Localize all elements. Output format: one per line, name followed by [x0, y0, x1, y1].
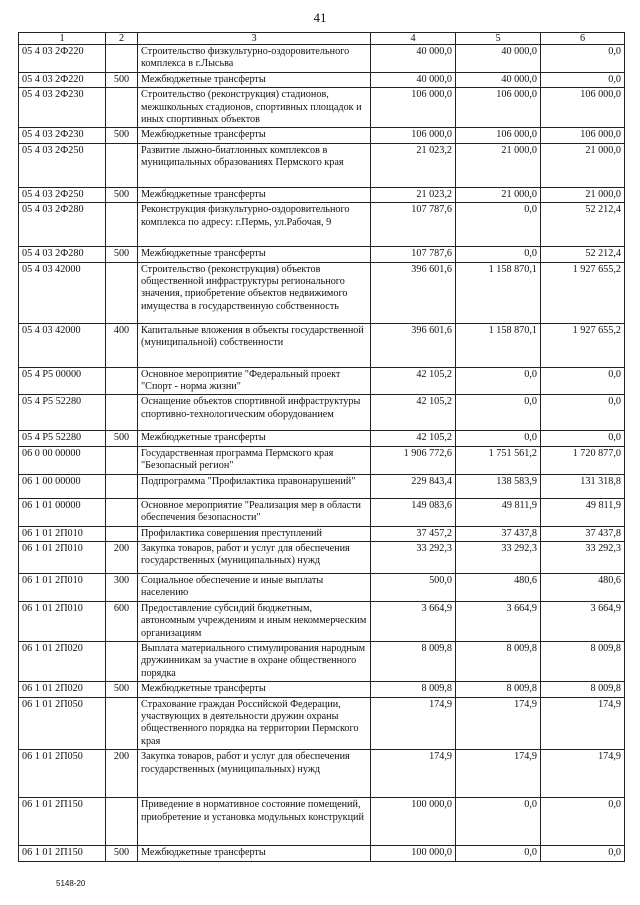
page-number: 41 [313, 10, 327, 25]
row-expense-type: 500 [106, 72, 138, 87]
row-value-col6: 52 212,4 [541, 247, 625, 262]
row-value-col5: 40 000,0 [456, 45, 541, 73]
row-expense-type: 500 [106, 846, 138, 861]
row-value-col6: 37 437,8 [541, 526, 625, 541]
row-value-col5: 174,9 [456, 750, 541, 798]
row-value-col5: 1 158 870,1 [456, 262, 541, 323]
table-row [19, 446, 625, 474]
row-name: Межбюджетные трансферты [138, 187, 371, 202]
row-value-col5: 0,0 [456, 431, 541, 446]
row-code: 05 4 03 2Ф230 [19, 88, 106, 128]
row-value-col6: 0,0 [541, 72, 625, 87]
row-value-col4: 42 105,2 [371, 395, 456, 431]
row-name: Социальное обеспечение и иные выплаты населению [138, 573, 371, 601]
row-code: 06 1 01 2П020 [19, 641, 106, 681]
row-value-col4: 42 105,2 [371, 431, 456, 446]
row-value-col4: 149 083,6 [371, 498, 456, 526]
row-value-col4: 174,9 [371, 697, 456, 750]
row-name: Государственная программа Пермского края "Безопасный регион" [138, 446, 371, 474]
row-value-col5: 174,9 [456, 697, 541, 750]
row-value-col5: 49 811,9 [456, 498, 541, 526]
row-expense-type: 300 [106, 573, 138, 601]
row-value-col5: 37 437,8 [456, 526, 541, 541]
row-value-col5: 8 009,8 [456, 641, 541, 681]
row-value-col5: 0,0 [456, 846, 541, 861]
row-value-col4: 107 787,6 [371, 247, 456, 262]
row-value-col6: 0,0 [541, 798, 625, 846]
row-expense-type: 500 [106, 187, 138, 202]
row-value-col4: 396 601,6 [371, 323, 456, 367]
row-value-col4: 107 787,6 [371, 203, 456, 247]
row-value-col6: 21 000,0 [541, 143, 625, 187]
row-value-col5: 1 751 561,2 [456, 446, 541, 474]
row-expense-type [106, 45, 138, 73]
row-name: Межбюджетные трансферты [138, 247, 371, 262]
table-row [19, 431, 625, 446]
row-expense-type [106, 88, 138, 128]
row-value-col4: 100 000,0 [371, 846, 456, 861]
row-name: Межбюджетные трансферты [138, 431, 371, 446]
row-expense-type [106, 498, 138, 526]
row-expense-type [106, 395, 138, 431]
row-expense-type: 500 [106, 682, 138, 697]
row-value-col6: 8 009,8 [541, 682, 625, 697]
row-code: 06 1 01 2П050 [19, 697, 106, 750]
column-header: 2 [106, 33, 138, 45]
row-value-col5: 33 292,3 [456, 541, 541, 573]
row-value-col6: 33 292,3 [541, 541, 625, 573]
table-row [19, 573, 625, 601]
row-value-col4: 1 906 772,6 [371, 446, 456, 474]
row-value-col5: 1 158 870,1 [456, 323, 541, 367]
row-value-col4: 40 000,0 [371, 72, 456, 87]
column-header: 5 [456, 33, 541, 45]
row-value-col6: 0,0 [541, 367, 625, 395]
row-name: Оснащение объектов спортивной инфраструктуры спортивно-технологическим оборудованием [138, 395, 371, 431]
row-value-col6: 131 318,8 [541, 474, 625, 498]
row-expense-type [106, 203, 138, 247]
row-value-col6: 174,9 [541, 750, 625, 798]
row-expense-type: 500 [106, 431, 138, 446]
row-value-col5: 3 664,9 [456, 601, 541, 641]
table-row [19, 72, 625, 87]
row-value-col4: 174,9 [371, 750, 456, 798]
table-row [19, 641, 625, 681]
table-header-row [19, 33, 625, 45]
row-name: Межбюджетные трансферты [138, 846, 371, 861]
row-value-col4: 8 009,8 [371, 641, 456, 681]
row-value-col5: 21 000,0 [456, 143, 541, 187]
row-name: Капитальные вложения в объекты государственной (муниципальной) собственности [138, 323, 371, 367]
row-value-col6: 0,0 [541, 431, 625, 446]
row-expense-type [106, 798, 138, 846]
row-name: Строительство физкультурно-оздоровительного комплекса в г.Лысьва [138, 45, 371, 73]
row-value-col6: 480,6 [541, 573, 625, 601]
row-name: Предоставление субсидий бюджетным, автономным учреждениям и иным некоммерческим организациям [138, 601, 371, 641]
row-value-col4: 500,0 [371, 573, 456, 601]
row-expense-type [106, 262, 138, 323]
row-value-col5: 0,0 [456, 395, 541, 431]
row-name: Профилактика совершения преступлений [138, 526, 371, 541]
row-name: Строительство (реконструкция) стадионов, межшкольных стадионов, спортивных площадок и иных спортивных объектов [138, 88, 371, 128]
row-code: 05 4 03 2Ф220 [19, 72, 106, 87]
row-code: 06 1 01 2П010 [19, 573, 106, 601]
table-row [19, 750, 625, 798]
row-expense-type: 200 [106, 541, 138, 573]
table-row [19, 143, 625, 187]
row-expense-type [106, 526, 138, 541]
row-value-col5: 138 583,9 [456, 474, 541, 498]
row-expense-type [106, 446, 138, 474]
row-value-col4: 106 000,0 [371, 128, 456, 143]
row-value-col4: 33 292,3 [371, 541, 456, 573]
row-value-col5: 0,0 [456, 203, 541, 247]
row-value-col5: 0,0 [456, 798, 541, 846]
table-row [19, 526, 625, 541]
row-value-col6: 1 927 655,2 [541, 323, 625, 367]
row-value-col5: 480,6 [456, 573, 541, 601]
row-value-col5: 21 000,0 [456, 187, 541, 202]
row-value-col5: 40 000,0 [456, 72, 541, 87]
row-value-col4: 42 105,2 [371, 367, 456, 395]
column-header: 6 [541, 33, 625, 45]
row-name: Реконструкция физкультурно-оздоровительного комплекса по адресу: г.Пермь, ул.Рабочая, 9 [138, 203, 371, 247]
table-row [19, 395, 625, 431]
row-code: 06 1 01 2П010 [19, 526, 106, 541]
row-name: Межбюджетные трансферты [138, 128, 371, 143]
row-name: Закупка товаров, работ и услуг для обеспечения государственных (муниципальных) нужд [138, 750, 371, 798]
row-value-col6: 21 000,0 [541, 187, 625, 202]
table-row [19, 697, 625, 750]
row-code: 06 1 01 2П020 [19, 682, 106, 697]
row-value-col5: 0,0 [456, 247, 541, 262]
row-code: 05 4 03 42000 [19, 262, 106, 323]
row-expense-type [106, 474, 138, 498]
row-code: 05 4 03 2Ф230 [19, 128, 106, 143]
footer-code: 5148-20 [56, 879, 86, 888]
row-code: 06 1 01 2П010 [19, 601, 106, 641]
table-row [19, 323, 625, 367]
row-code: 05 4 03 2Ф250 [19, 187, 106, 202]
row-code: 05 4 03 2Ф250 [19, 143, 106, 187]
row-value-col6: 1 720 877,0 [541, 446, 625, 474]
row-name: Межбюджетные трансферты [138, 72, 371, 87]
row-value-col5: 0,0 [456, 367, 541, 395]
row-value-col6: 1 927 655,2 [541, 262, 625, 323]
row-name: Подпрограмма "Профилактика правонарушений" [138, 474, 371, 498]
row-code: 05 4 Р5 52280 [19, 395, 106, 431]
row-value-col5: 106 000,0 [456, 88, 541, 128]
row-expense-type: 400 [106, 323, 138, 367]
table-row [19, 247, 625, 262]
row-name: Выплата материального стимулирования народным дружинникам за участие в охране общественного порядка [138, 641, 371, 681]
row-expense-type: 200 [106, 750, 138, 798]
row-value-col4: 40 000,0 [371, 45, 456, 73]
table-row [19, 367, 625, 395]
table-row [19, 203, 625, 247]
table-row [19, 798, 625, 846]
row-value-col4: 100 000,0 [371, 798, 456, 846]
column-header: 3 [138, 33, 371, 45]
table-row [19, 541, 625, 573]
row-value-col6: 0,0 [541, 846, 625, 861]
row-value-col4: 8 009,8 [371, 682, 456, 697]
row-value-col6: 3 664,9 [541, 601, 625, 641]
row-code: 06 1 01 2П010 [19, 541, 106, 573]
row-name: Основное мероприятие "Реализация мер в области обеспечения безопасности" [138, 498, 371, 526]
row-code: 06 1 01 2П150 [19, 846, 106, 861]
table-row [19, 128, 625, 143]
row-value-col6: 174,9 [541, 697, 625, 750]
row-expense-type [106, 641, 138, 681]
row-value-col6: 0,0 [541, 395, 625, 431]
row-value-col4: 229 843,4 [371, 474, 456, 498]
column-header: 1 [19, 33, 106, 45]
row-name: Закупка товаров, работ и услуг для обеспечения государственных (муниципальных) нужд [138, 541, 371, 573]
table-row [19, 88, 625, 128]
row-expense-type [106, 367, 138, 395]
table-row [19, 474, 625, 498]
row-code: 06 1 00 00000 [19, 474, 106, 498]
row-code: 05 4 03 2Ф220 [19, 45, 106, 73]
row-value-col5: 8 009,8 [456, 682, 541, 697]
row-expense-type: 600 [106, 601, 138, 641]
row-code: 06 1 01 2П150 [19, 798, 106, 846]
table-row [19, 601, 625, 641]
table-row [19, 262, 625, 323]
table-row [19, 846, 625, 861]
row-code: 06 1 01 2П050 [19, 750, 106, 798]
row-code: 05 4 03 2Ф280 [19, 203, 106, 247]
row-value-col4: 37 457,2 [371, 526, 456, 541]
table-row [19, 682, 625, 697]
row-value-col4: 3 664,9 [371, 601, 456, 641]
row-value-col6: 106 000,0 [541, 128, 625, 143]
row-value-col6: 49 811,9 [541, 498, 625, 526]
row-value-col5: 106 000,0 [456, 128, 541, 143]
row-value-col4: 21 023,2 [371, 143, 456, 187]
row-name: Страхование граждан Российской Федерации, участвующих в деятельности дружин охраны общественного порядка на территории Пермского края [138, 697, 371, 750]
row-expense-type [106, 143, 138, 187]
row-code: 05 4 03 2Ф280 [19, 247, 106, 262]
row-code: 06 0 00 00000 [19, 446, 106, 474]
row-name: Приведение в нормативное состояние помещений, приобретение и установка модульных конструкций [138, 798, 371, 846]
row-name: Развитие лыжно-биатлонных комплексов в муниципальных образованиях Пермского края [138, 143, 371, 187]
row-expense-type [106, 697, 138, 750]
row-code: 05 4 Р5 00000 [19, 367, 106, 395]
row-value-col6: 106 000,0 [541, 88, 625, 128]
row-value-col4: 396 601,6 [371, 262, 456, 323]
column-header: 4 [371, 33, 456, 45]
budget-table [18, 32, 625, 862]
table-row [19, 45, 625, 73]
row-code: 06 1 01 00000 [19, 498, 106, 526]
table-row [19, 498, 625, 526]
row-value-col6: 0,0 [541, 45, 625, 73]
row-value-col4: 106 000,0 [371, 88, 456, 128]
row-value-col6: 52 212,4 [541, 203, 625, 247]
row-name: Межбюджетные трансферты [138, 682, 371, 697]
table-row [19, 187, 625, 202]
row-value-col4: 21 023,2 [371, 187, 456, 202]
row-code: 05 4 03 42000 [19, 323, 106, 367]
row-expense-type: 500 [106, 128, 138, 143]
row-value-col6: 8 009,8 [541, 641, 625, 681]
row-code: 05 4 Р5 52280 [19, 431, 106, 446]
row-name: Строительство (реконструкция) объектов общественной инфраструктуры регионального значения, приобретение объектов недвижимого имущества в государственную собственность [138, 262, 371, 323]
row-expense-type: 500 [106, 247, 138, 262]
row-name: Основное мероприятие "Федеральный проект "Спорт - норма жизни" [138, 367, 371, 395]
